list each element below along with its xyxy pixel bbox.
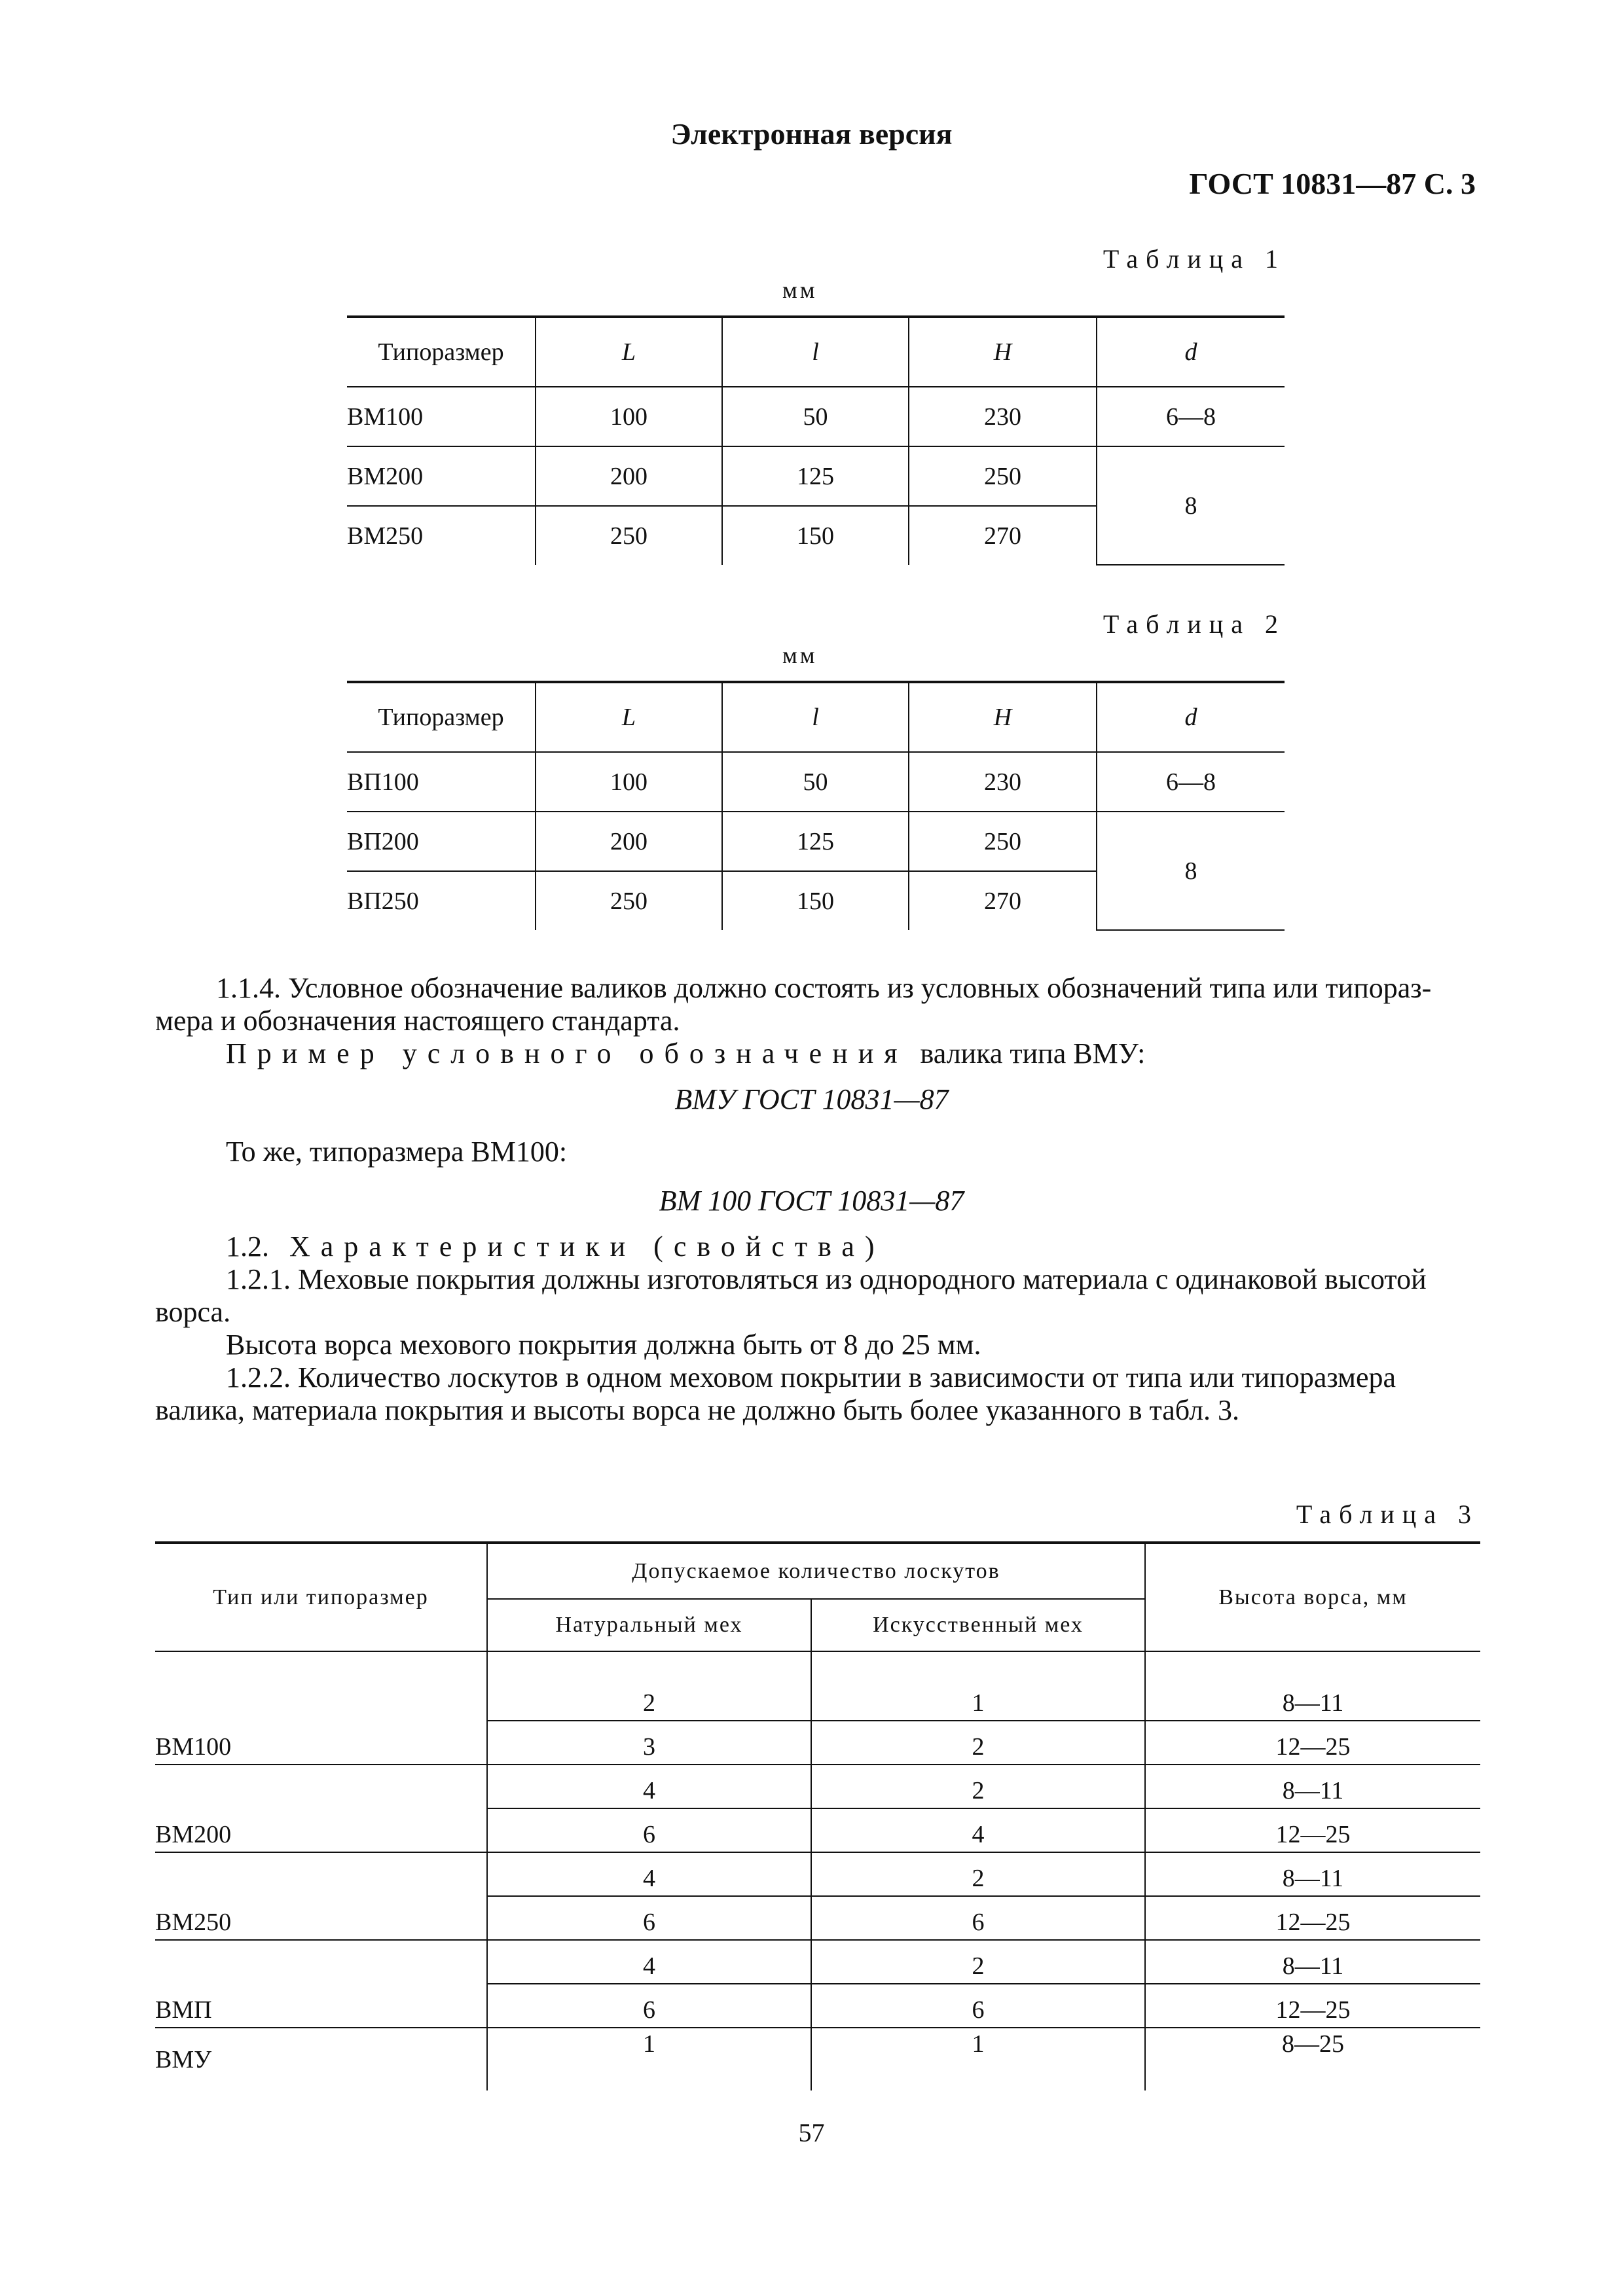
table-cell: 1 <box>487 2028 811 2090</box>
table1-header-size: Типоразмер <box>347 317 536 387</box>
table1-header-L: L <box>536 317 722 387</box>
page-number: 57 <box>798 2118 825 2147</box>
table3-header-type: Тип или типоразмер <box>155 1543 487 1651</box>
table-cell: 6—8 <box>1097 387 1285 446</box>
example-label: Пример условного обозначения <box>226 1037 908 1069</box>
section-1-2-title: Характеристики <box>289 1230 636 1263</box>
header-standard-page: ГОСТ 10831—87 С. 3 <box>1189 167 1476 200</box>
table3-type-cell: ВМ200 <box>155 1765 487 1852</box>
table-cell: 12—25 <box>1145 1808 1480 1852</box>
paragraph-1-1-4-line2: мера и обозначения настоящего стандарта. <box>155 1005 680 1037</box>
table-cell: 8—11 <box>1145 1765 1480 1808</box>
designation-vmu: ВМУ ГОСТ 10831—87 <box>674 1083 949 1115</box>
table3-header-artificial: Искусственный мех <box>811 1599 1145 1651</box>
table-cell: 8—11 <box>1145 1940 1480 1984</box>
table-cell: 8—11 <box>1145 1651 1480 1721</box>
table1-header-l: l <box>722 317 909 387</box>
table1-unit: мм <box>782 277 818 303</box>
table1-header-d: d <box>1097 317 1285 387</box>
paragraph-1-1-4-line1: 1.1.4. Условное обозначение валиков должно состоять из условных обозначений типа или типораз- <box>216 972 1432 1004</box>
table-row <box>155 1852 1480 1896</box>
table3-type-cell: ВМП <box>155 1940 487 2028</box>
table3-header-height: Высота ворса, мм <box>1145 1543 1480 1651</box>
table2 <box>347 681 1285 931</box>
table-row <box>347 812 1285 871</box>
table3-type-cell: ВМ250 <box>155 1852 487 1940</box>
table-cell: 8 <box>1097 812 1285 930</box>
table-cell: ВМ100 <box>347 387 536 446</box>
table3-caption: Таблица 3 <box>1296 1499 1479 1529</box>
table-cell: 6 <box>811 1984 1145 2028</box>
table-cell: 6 <box>811 1896 1145 1940</box>
table2-header-H: H <box>909 682 1097 752</box>
table-row <box>155 1765 1480 1808</box>
table2-header-row <box>347 682 1285 752</box>
table-cell: 250 <box>536 871 722 930</box>
table-cell: 4 <box>487 1852 811 1896</box>
table-cell: 6 <box>487 1896 811 1940</box>
table-cell: 50 <box>722 752 909 812</box>
table-row <box>347 387 1285 446</box>
paragraph-1-2-1-line2: ворса. <box>155 1296 231 1328</box>
table2-header-l: l <box>722 682 909 752</box>
table-cell: 8—11 <box>1145 1852 1480 1896</box>
table2-header-L: L <box>536 682 722 752</box>
table2-caption: Таблица 2 <box>1103 609 1286 639</box>
table2-header-d: d <box>1097 682 1285 752</box>
table-cell: 250 <box>909 812 1097 871</box>
section-1-2-heading <box>226 1230 885 1263</box>
table-cell: 200 <box>536 446 722 506</box>
table-cell: 2 <box>811 1852 1145 1896</box>
table3-header-natural: Натуральный мех <box>487 1599 811 1651</box>
table-cell: 12—25 <box>1145 1721 1480 1765</box>
header-electronic-version: Электронная версия <box>670 117 953 151</box>
table-cell: 125 <box>722 446 909 506</box>
table-cell: 6 <box>487 1984 811 2028</box>
table-cell: 150 <box>722 506 909 565</box>
table-cell: 2 <box>811 1721 1145 1765</box>
table-cell: 230 <box>909 387 1097 446</box>
table-cell: 230 <box>909 752 1097 812</box>
table2-header-size: Типоразмер <box>347 682 536 752</box>
table-cell: 2 <box>487 1651 811 1721</box>
table-cell: 1 <box>811 2028 1145 2090</box>
table-cell: 12—25 <box>1145 1896 1480 1940</box>
table1 <box>347 315 1285 565</box>
table3-header-allowed: Допускаемое количество лоскутов <box>487 1543 1145 1599</box>
table-row <box>155 1940 1480 1984</box>
table-row <box>347 446 1285 506</box>
section-1-2-paren: (свойства) <box>653 1230 885 1263</box>
table-cell: ВП100 <box>347 752 536 812</box>
table-cell: 270 <box>909 871 1097 930</box>
paragraph-1-2-2-line2: валика, материала покрытия и высоты ворса не должно быть более указанного в табл. 3. <box>155 1394 1240 1426</box>
table-cell: 125 <box>722 812 909 871</box>
paragraph-1-2-2-line1: 1.2.2. Количество лоскутов в одном меховом покрытии в зависимости от типа или типоразмера <box>226 1361 1396 1393</box>
table-cell: 200 <box>536 812 722 871</box>
table-row <box>155 1651 1480 1721</box>
table-cell: 2 <box>811 1765 1145 1808</box>
table-cell: 250 <box>909 446 1097 506</box>
table-cell: 8 <box>1097 446 1285 565</box>
table-cell: 2 <box>811 1940 1145 1984</box>
table-cell: 6—8 <box>1097 752 1285 812</box>
table-cell: 100 <box>536 387 722 446</box>
table3-type-cell: ВМУ <box>155 2028 487 2090</box>
table-cell: 4 <box>487 1765 811 1808</box>
section-1-2-number: 1.2. <box>226 1230 269 1263</box>
table1-caption: Таблица 1 <box>1103 244 1286 274</box>
paragraph-pile-height: Высота ворса мехового покрытия должна быть от 8 до 25 мм. <box>226 1329 981 1361</box>
table-cell: 12—25 <box>1145 1984 1480 2028</box>
designation-vm100: ВМ 100 ГОСТ 10831—87 <box>659 1185 964 1217</box>
table-cell: 250 <box>536 506 722 565</box>
table-cell: ВМ200 <box>347 446 536 506</box>
table-cell: ВМ250 <box>347 506 536 565</box>
table3-type-cell: ВМ100 <box>155 1651 487 1765</box>
table1-header-H: H <box>909 317 1097 387</box>
table-cell: ВП250 <box>347 871 536 930</box>
table2-unit: мм <box>782 642 818 668</box>
table-cell: 6 <box>487 1808 811 1852</box>
example-rest: валика типа ВМУ: <box>920 1037 1146 1069</box>
table-row <box>155 2028 1480 2090</box>
table-cell: 8—25 <box>1145 2028 1480 2090</box>
table-row <box>347 752 1285 812</box>
table-cell: 150 <box>722 871 909 930</box>
table3-header-row <box>155 1543 1480 1599</box>
table-cell: 4 <box>811 1808 1145 1852</box>
table-cell: 50 <box>722 387 909 446</box>
same-for-size: То же, типоразмера ВМ100: <box>226 1136 568 1168</box>
table-cell: 1 <box>811 1651 1145 1721</box>
example-heading <box>226 1037 1145 1070</box>
table-cell: 4 <box>487 1940 811 1984</box>
paragraph-1-2-1-line1: 1.2.1. Меховые покрытия должны изготовляться из однородного материала с одинаковой высотой <box>226 1263 1427 1295</box>
table-cell: 3 <box>487 1721 811 1765</box>
table-cell: ВП200 <box>347 812 536 871</box>
table1-header-row <box>347 317 1285 387</box>
table-cell: 100 <box>536 752 722 812</box>
table3 <box>155 1541 1480 2090</box>
table-cell: 270 <box>909 506 1097 565</box>
